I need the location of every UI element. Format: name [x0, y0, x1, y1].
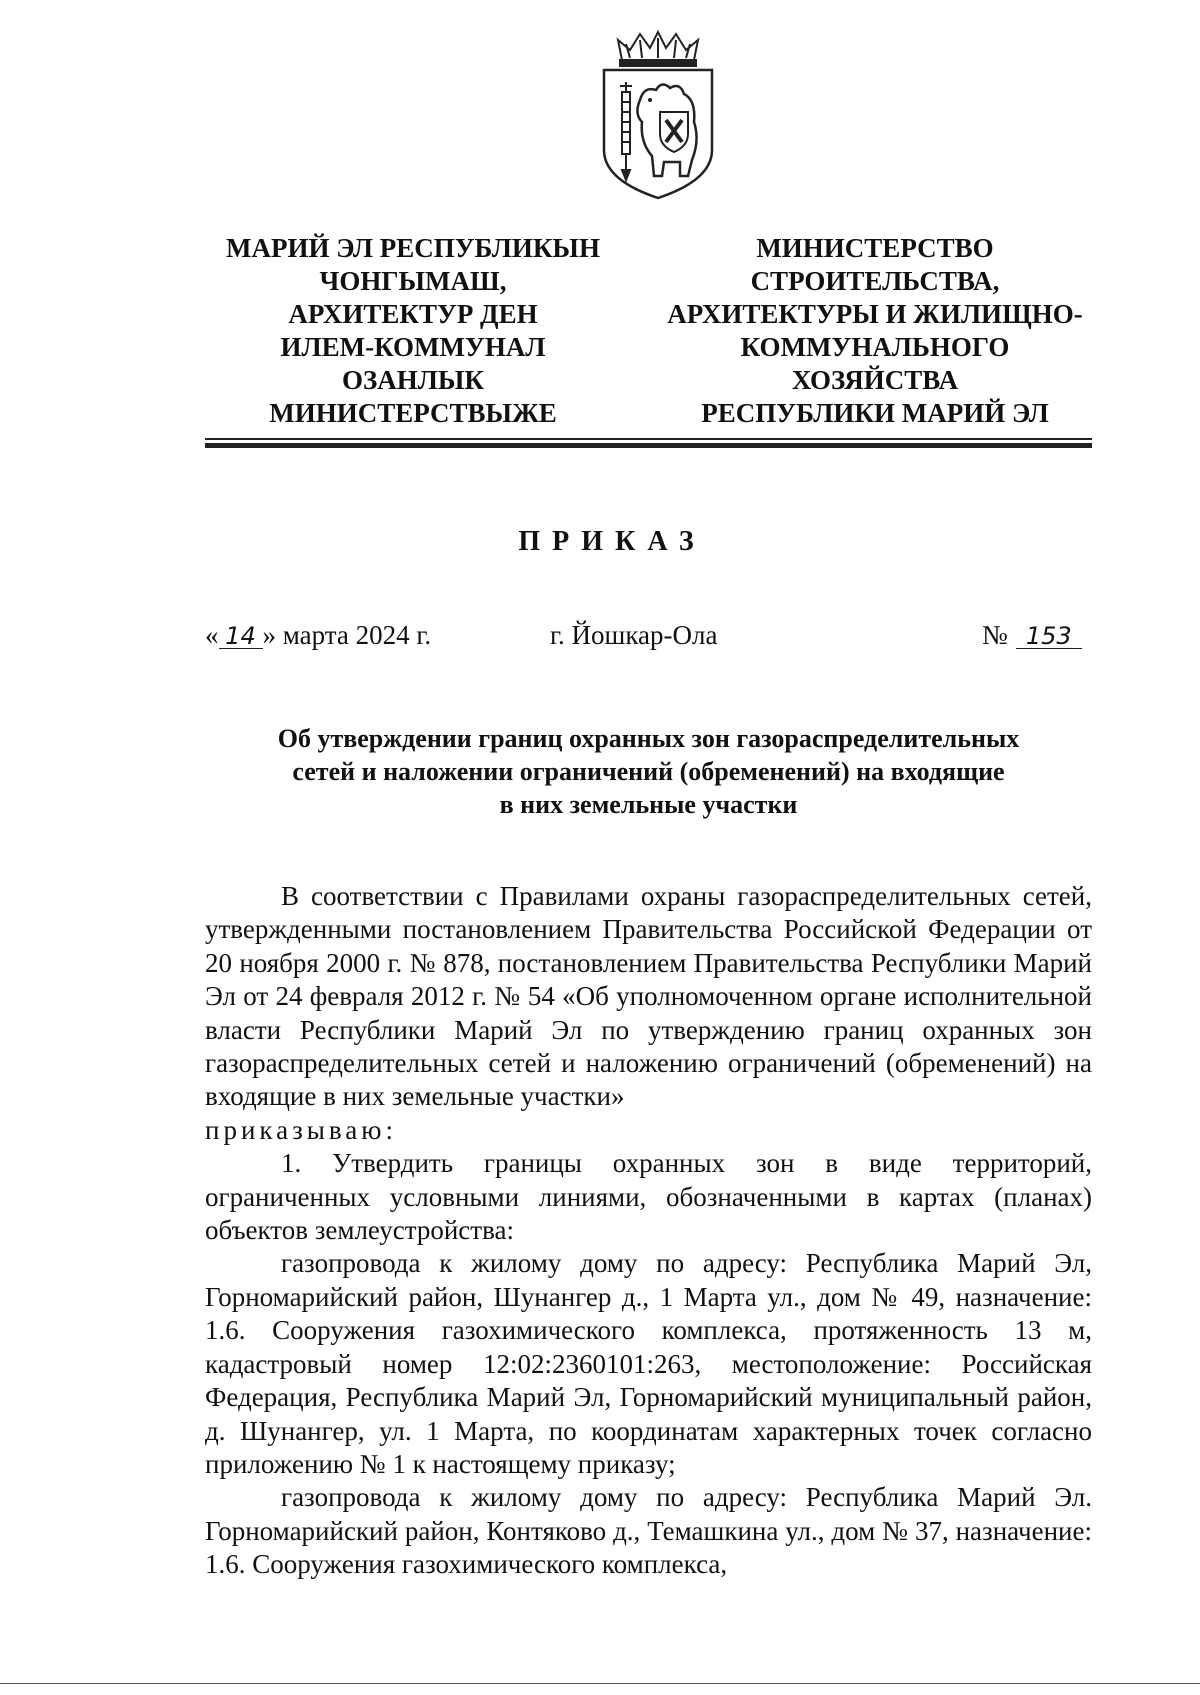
number-sign: № [982, 620, 1008, 650]
body-paragraph-preamble [205, 880, 1092, 1114]
header-left-line: МАРИЙ ЭЛ РЕСПУБЛИКЫН [226, 233, 600, 263]
body-paragraph-item-1: 1. Утвердить границы охранных зон в виде территорий, ограниченных условными линиями, обозначенными в картах (планах) объектов землеустройства: [205, 1148, 1092, 1246]
document-subject [205, 722, 1092, 821]
header-right-line: АРХИТЕКТУРЫ И ЖИЛИЩНО- [667, 299, 1083, 329]
document-title: ПРИКАЗ [518, 526, 706, 557]
subject-line: сетей и наложении ограничений (обременений) на входящие [292, 757, 1005, 786]
header-left-marii [193, 232, 633, 430]
coat-of-arms-emblem [600, 30, 716, 200]
date-open-quote: « [205, 620, 219, 650]
body-paragraph-gas-pipeline-1: газопровода к жилому дому по адресу: Республика Марий Эл, Горномарийский район, Шунангер д., 1 Марта ул., дом № 49, назначение: 1.6. Сооружения газохимического комплекса, протяженность 13 м, кадастровый номер 12:02:2360101:263, местоположение: Российская Федерация, Республика Марий Эл, Горномарийский муниципальный район, д. Шунангер, ул. 1 Марта, по координатам характерных точек согласно приложению № 1 к настоящему приказу; [205, 1248, 1092, 1479]
subject-line: в них земельные участки [499, 790, 798, 819]
header-left-line: МИНИСТЕРСТВЫЖЕ [269, 398, 557, 428]
header-left-line: ОЗАНЛЫК [342, 365, 484, 395]
header-right-line: ХОЗЯЙСТВА [791, 365, 959, 395]
handwritten-day: 14 [219, 624, 263, 649]
subject-line: Об утверждении границ охранных зон газораспределительных [277, 724, 1020, 753]
header-right-line: КОММУНАЛЬНОГО [740, 332, 1010, 362]
document-body [205, 880, 1092, 1582]
header-left-line: ИЛЕМ-КОММУНАЛ [280, 332, 546, 362]
header-right-line: РЕСПУБЛИКИ МАРИЙ ЭЛ [701, 398, 1049, 428]
body-command [205, 1114, 1092, 1147]
page-bottom-edge [0, 1683, 1200, 1684]
header-right-line: МИНИСТЕРСТВО [756, 233, 994, 263]
header-right-line: СТРОИТЕЛЬСТВА, [750, 266, 1000, 296]
header-right-russian [660, 232, 1090, 430]
preamble-text: В соответствии с Правилами охраны газораспределительных сетей, утвержденными постановлением Правительства Российской Федерации от 20 ноября 2000 г. № 878, постановлением Правительства Республики Марий Эл от 24 февраля 2012 г. № 54 «Об уполномоченном органе исполнительной власти Республики Марий Эл по утверждению границ охранных зон газораспределительных сетей и наложению ограничений (обременений) на входящие в них земельные участки» [205, 881, 1092, 1112]
body-paragraph-gas-pipeline-2: газопровода к жилому дому по адресу: Республика Марий Эл. Горномарийский район, Контяково д., Темашкина ул., дом № 37, назначение: 1.6. Сооружения газохимического комплекса, [205, 1482, 1092, 1580]
header-divider-thin [205, 438, 1092, 440]
command-text: приказываю: [205, 1114, 397, 1145]
date-month-year: » марта 2024 г. [262, 620, 432, 650]
header-divider-thick [205, 443, 1092, 448]
header-left-line: АРХИТЕКТУР ДЕН [288, 299, 538, 329]
header-left-line: ЧОНГЫМАШ, [319, 266, 507, 296]
handwritten-number: 153 [1016, 624, 1082, 649]
document-date [205, 620, 431, 651]
document-city: г. Йошкар-Ола [550, 620, 718, 650]
document-number [982, 620, 1082, 651]
